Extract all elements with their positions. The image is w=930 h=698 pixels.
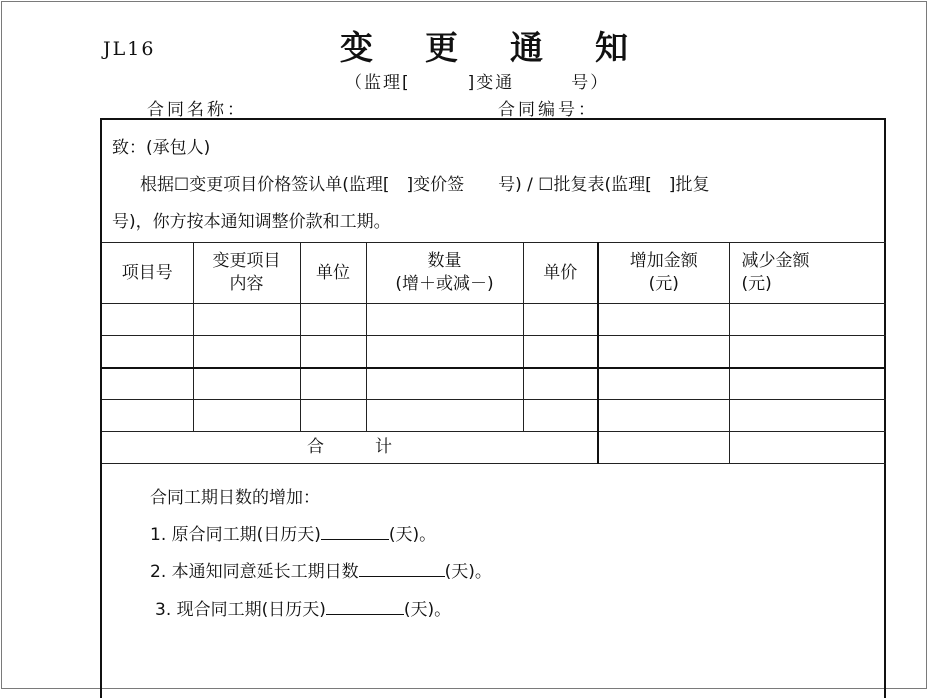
table-header-row bbox=[102, 243, 886, 304]
original-duration-line bbox=[150, 520, 436, 545]
contract-name-label: 合同名称： bbox=[147, 100, 247, 120]
table-cell[interactable] bbox=[300, 400, 366, 432]
table-row bbox=[102, 368, 886, 400]
header-item-no: 项目号 bbox=[102, 243, 193, 304]
basis-line-continued: 号)，你方按本通知调整价款和工期。 bbox=[112, 212, 391, 232]
form-title bbox=[340, 22, 680, 69]
table-cell[interactable] bbox=[366, 336, 523, 368]
extension-days-blank[interactable] bbox=[359, 560, 445, 577]
table-cell[interactable] bbox=[729, 304, 886, 336]
table-cell[interactable] bbox=[523, 336, 598, 368]
table-row bbox=[102, 304, 886, 336]
table-cell[interactable] bbox=[598, 400, 729, 432]
table-cell[interactable] bbox=[102, 336, 193, 368]
table-cell[interactable] bbox=[300, 336, 366, 368]
header-quantity: 数量 (增＋或减－) bbox=[366, 243, 523, 304]
table-cell[interactable] bbox=[523, 304, 598, 336]
table-cell[interactable] bbox=[366, 304, 523, 336]
header-unit: 单位 bbox=[300, 243, 366, 304]
header-increase-amount: 增加金额 (元) bbox=[598, 243, 729, 304]
table-cell[interactable] bbox=[300, 368, 366, 400]
title-char: 变 bbox=[340, 28, 373, 67]
extension-days-label: 2. 本通知同意延长工期日数 bbox=[150, 562, 359, 582]
table-cell[interactable] bbox=[598, 368, 729, 400]
table-cell[interactable] bbox=[102, 304, 193, 336]
table-cell[interactable] bbox=[523, 400, 598, 432]
header-decrease-amount: 减少金额 (元) bbox=[729, 243, 886, 304]
table-cell[interactable] bbox=[102, 400, 193, 432]
change-items-table bbox=[102, 242, 886, 464]
table-cell[interactable] bbox=[523, 368, 598, 400]
table-cell[interactable] bbox=[193, 368, 300, 400]
table-cell[interactable] bbox=[102, 368, 193, 400]
title-char: 通 bbox=[510, 28, 543, 67]
title-char: 更 bbox=[425, 28, 458, 67]
current-duration-label: 3. 现合同工期(日历天) bbox=[155, 600, 326, 620]
table-cell[interactable] bbox=[300, 304, 366, 336]
table-cell[interactable] bbox=[366, 400, 523, 432]
contract-number-label: 合同编号： bbox=[498, 100, 598, 120]
recipient-line: 致：(承包人) bbox=[112, 138, 211, 158]
unit-days: (天)。 bbox=[444, 562, 492, 582]
unit-days: (天)。 bbox=[388, 525, 437, 545]
total-decrease-cell[interactable] bbox=[729, 432, 886, 464]
table-cell[interactable] bbox=[193, 304, 300, 336]
table-cell[interactable] bbox=[729, 336, 886, 368]
table-cell[interactable] bbox=[366, 368, 523, 400]
header-unit-price: 单价 bbox=[523, 243, 598, 304]
title-char: 知 bbox=[595, 28, 628, 67]
current-duration-blank[interactable] bbox=[326, 598, 404, 615]
extension-days-line bbox=[150, 557, 492, 582]
table-row bbox=[102, 400, 886, 432]
current-duration-line bbox=[155, 595, 451, 620]
table-row bbox=[102, 336, 886, 368]
table-cell[interactable] bbox=[193, 400, 300, 432]
total-row bbox=[102, 432, 886, 464]
form-code: JL16 bbox=[103, 38, 156, 60]
table-cell[interactable] bbox=[598, 304, 729, 336]
form-subtitle: （监理[ ]变通 号） bbox=[345, 73, 610, 93]
header-change-content: 变更项目 内容 bbox=[193, 243, 300, 304]
form-box bbox=[100, 118, 886, 698]
total-increase-cell[interactable] bbox=[598, 432, 729, 464]
table-cell[interactable] bbox=[729, 368, 886, 400]
basis-line: 根据☐变更项目价格签认单(监理[ ]变价签 号) / ☐批复表(监理[ ]批复 bbox=[140, 175, 710, 195]
duration-heading: 合同工期日数的增加： bbox=[150, 488, 320, 508]
original-duration-blank[interactable] bbox=[321, 523, 389, 540]
unit-days: (天)。 bbox=[403, 600, 452, 620]
table-cell[interactable] bbox=[729, 400, 886, 432]
table-cell[interactable] bbox=[193, 336, 300, 368]
total-label: 合 计 bbox=[102, 432, 598, 464]
original-duration-label: 1. 原合同工期(日历天) bbox=[150, 525, 321, 545]
table-cell[interactable] bbox=[598, 336, 729, 368]
